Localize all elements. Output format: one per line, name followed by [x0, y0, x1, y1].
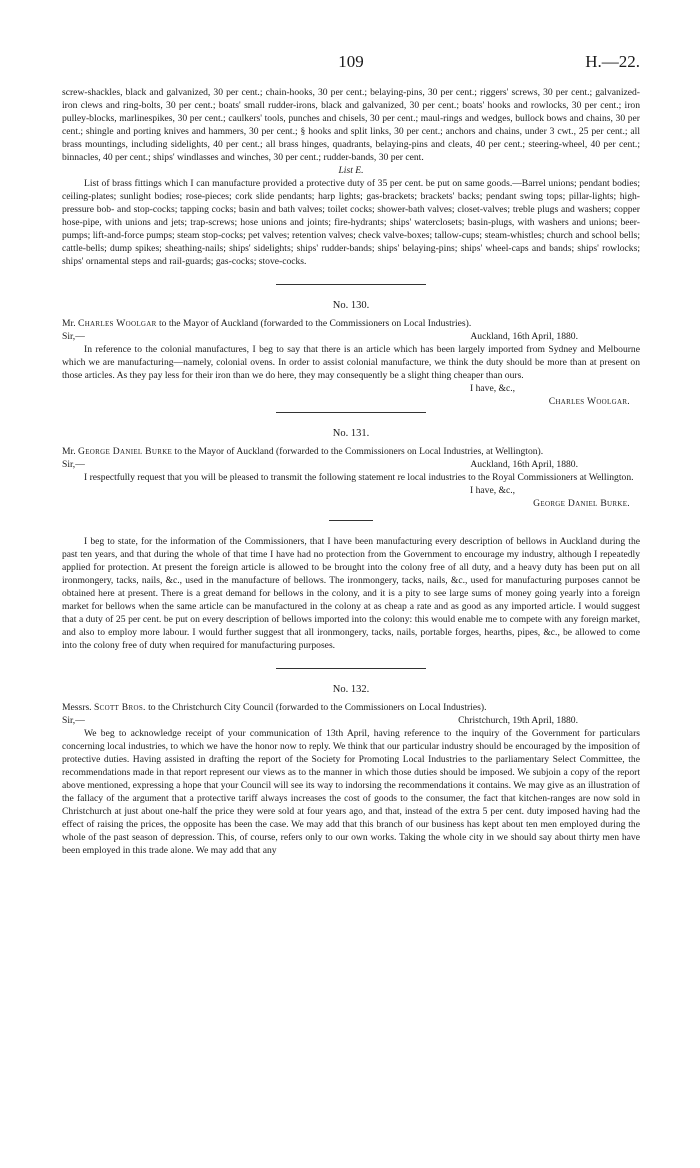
salutation: Sir,— [62, 459, 85, 470]
heading-name: George Daniel Burke [78, 446, 173, 457]
signature: Charles Woolgar. [548, 396, 630, 407]
salutation: Sir,— [62, 715, 85, 726]
page-header [62, 52, 640, 86]
list-e-text: List of brass fittings which I can manufacture provided a protective duty of 35 per cent. be put on same goods.—Barrel unions; pendant bodies; ceiling-plates; sunlight bodies; rose-pieces; cork slide pendants; harp lights; gas-brackets; brackets' backs; pendant swing tops; pillar-lights; high-pressure bob- and stop-cocks; tapping cocks; basin and bath valves; toilet cocks; shower-bath valves; closet-valves; treble plugs and washers; copper hose-pipe, with unions and jets; trap-screws; hose unions and joints; fire-hydrants; ships' waterclosets; basin-plugs, with washers and unions; beer-pumps; lift-and-force pumps; steam stop-cocks; pet valves; retention valves; check valve-boxes; tallow-cups; steam-whistles; church and school bells; cattle-bells; dump spikes; sheathing-nails; ships' sidelights; ships' rudder-bands; ships' belaying-pins; ships' wheel-caps and bands; ships' rowlocks; ships' ornamental steps and rail-guards; gas-cocks; stove-cocks. [62, 178, 640, 267]
heading-suffix: to the Christchurch City Council (forwarded to the Commissioners on Local Industries). [145, 702, 487, 713]
letter-body: I respectfully request that you will be pleased to transmit the following statement re local industries to the Royal Commissioners at Wellington. [84, 472, 634, 483]
heading-suffix: to the Mayor of Auckland (forwarded to the Commissioners on Local Industries, at Wellington). [172, 446, 544, 457]
letter-body: We beg to acknowledge receipt of your communication of 13th April, having reference to the inquiry of the Government for particulars concerning local industries, to which we have the honor now to reply. We think that our particular industry should be encouraged by the imposition of protective duties. Having assisted in drafting the report of the Society for Promoting Local Industries to the parliamentary Select Committee, the recommendations made in that report represent our views as to the manner in which those duties should be imposed. We subjoin a copy of the report above mentioned, expressing a hope that your Council will see its way to indorsing the recommendations it contains. We may give as an illustration of the fallacy of the argument that a protective tariff always increases the cost of goods to the consumer, the fact that kitchen-ranges are now sold in Christchurch at just about one-half the price they were sold at four years ago, and that, instead of the extra 5 per cent. duty imposed having had the effect of raising the prices, the opposite has been the case. We may add that this branch of our business has kept about ten men employed during the whole of the past season of depression. This, of course, refers only to our own works. Taking the whole city in we should say about thirty men have been employed in this trade alone. We may add that any [62, 728, 640, 856]
heading-name: Charles Woolgar [78, 318, 157, 329]
list-e-heading: List E. [338, 165, 364, 176]
letter-heading [62, 701, 640, 714]
section-divider [276, 668, 426, 669]
heading-prefix: Mr. [62, 446, 78, 457]
salutation: Sir,— [62, 331, 85, 342]
heading-prefix: Mr. [62, 318, 78, 329]
closing: I have, &c., [470, 383, 516, 394]
salutation-row [62, 330, 640, 343]
page-number: 109 [338, 52, 364, 71]
document-page [62, 52, 640, 857]
letter-131 [62, 427, 640, 652]
closing-row [62, 484, 640, 497]
place-date: Auckland, 16th April, 1880. [470, 331, 578, 342]
letter-132 [62, 683, 640, 857]
letter-number: No. 131. [332, 428, 370, 439]
letter-130 [62, 299, 640, 408]
signature: George Daniel Burke. [533, 498, 630, 509]
letter-number: No. 132. [332, 684, 370, 695]
section-divider [276, 412, 426, 413]
statement-body: I beg to state, for the information of the Commissioners, that I have been manufacturing every description of bellows in Auckland during the past ten years, and that during the whole of that time I have had no protection from the Government to encourage my industry, although I repeatedly applied for protection. At present the foreign article is allowed to be brought into the colony free of all duty, and a heavy duty has been put on all ironmongery, tacks, nails, &c., used in the manufacture of bellows. The ironmongery, tacks, nails, &c., used for manufacturing purposes cannot be obtained here at present. There is a great demand for bellows in the colony, and it is a pity to see large sums of money going yearly into a foreign market for bellows when the same article can be manufactured in the colony at as cheap a rate and as good as any imported article. I would suggest that a duty of 25 per cent. be put on every description of bellows imported into the colony: this would enable me to compete with any foreign market, and also to employ more labour. I would further suggest that all ironmongery, tacks, nails, portable forges, hearths, pipes, &c., be allowed to come into the colony free of duty when required for manufacturing purposes. [62, 536, 640, 651]
document-reference: H.—22. [585, 52, 640, 71]
closing: I have, &c., [470, 485, 516, 496]
intro-paragraph: screw-shackles, black and galvanized, 30 per cent.; chain-hooks, 30 per cent.; belaying-pins, 30 per cent.; riggers' screws, 30 per cent.; galvanized-iron clews and ring-bolts, 30 per cent.; boats' small rudder-irons, black and galvanized, 30 per cent.; boats' hooks and rowlocks, 30 per cent.; iron pulley-blocks, marlinespikes, 30 per cent.; caulkers' tools, punches and chisels, 30 per cent.; maul-rings and wedges, bullock bows and chains, 30 per cent.; shingle and porting knives and hammers, 30 per cent.; § hooks and split links, 30 per cent.; anchors and chains, under 3 cwt., 25 per cent.; all brass mountings, including sidelights, 40 per cent.; all brass hinges, quadrants, belaying-pins and cleats, 40 per cent.; steering-wheel, 40 per cent.; binnacles, 40 per cent.; ships' windlasses and winches, 30 per cent.; rudder-bands, 30 per cent. [62, 87, 640, 163]
closing-row [62, 382, 640, 395]
heading-name: Scott Bros. [93, 702, 146, 713]
letter-body: In reference to the colonial manufactures, I beg to say that there is an article which has been largely imported from Sydney and Melbourne which we are manufacturing—namely, colonial ovens. In order to assist colonial manufacture, we think the duty should be more than at present on those articles. As they pay less for their iron than we do here, they may consequently be a slight thing cheaper than ours. [62, 344, 640, 381]
salutation-row [62, 714, 640, 727]
salutation-row [62, 458, 640, 471]
letter-number: No. 130. [332, 300, 370, 311]
place-date: Christchurch, 19th April, 1880. [458, 715, 578, 726]
section-divider [276, 284, 426, 285]
place-date: Auckland, 16th April, 1880. [470, 459, 578, 470]
letter-heading [62, 317, 640, 330]
heading-suffix: to the Mayor of Auckland (forwarded to the Commissioners on Local Industries). [156, 318, 472, 329]
heading-prefix: Messrs. [62, 702, 94, 713]
statement-divider [329, 520, 373, 521]
letter-heading [62, 445, 640, 458]
